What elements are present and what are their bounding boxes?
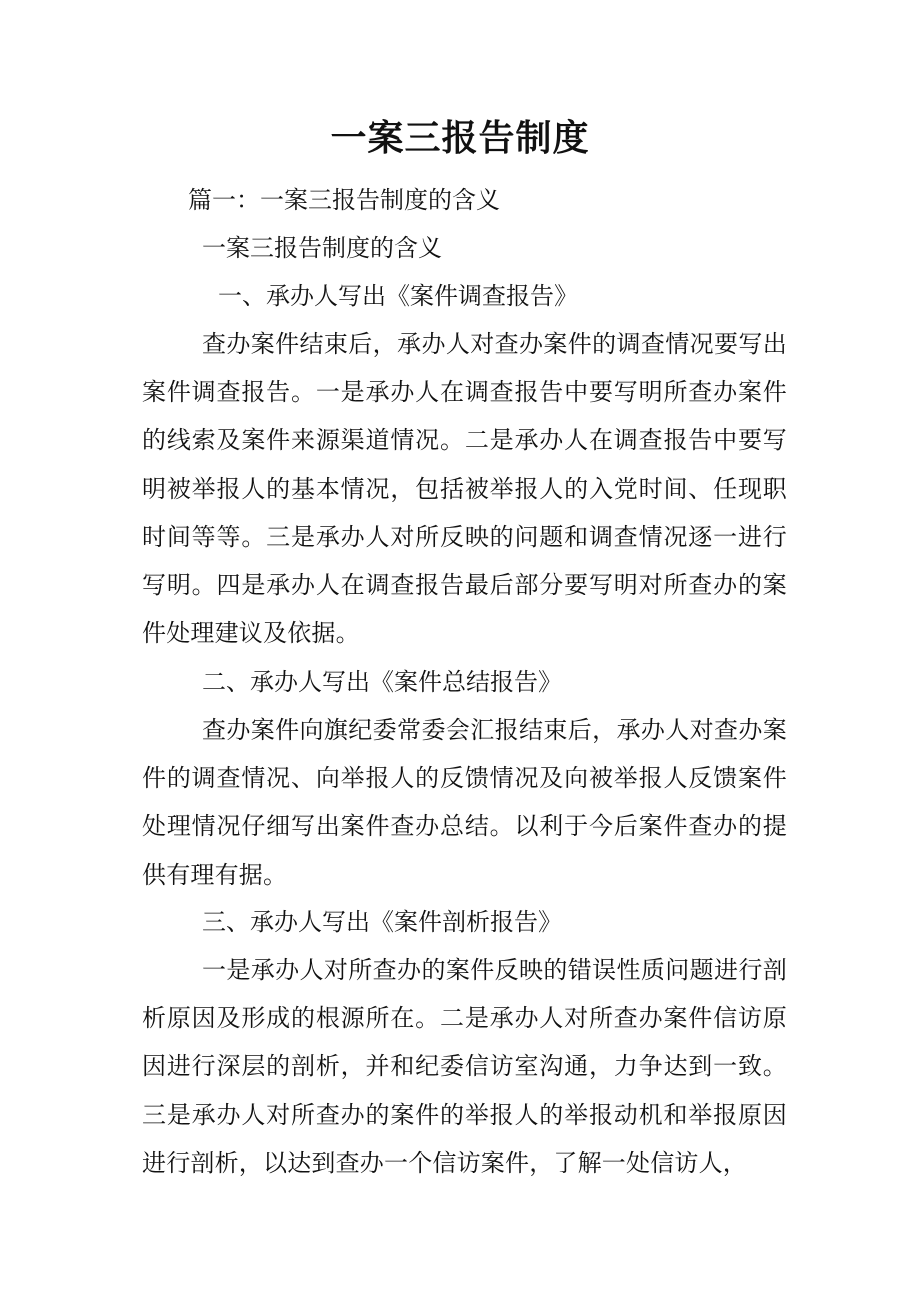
section-heading-1: 一、承办人写出《案件调查报告》 (218, 282, 578, 310)
section-heading-2: 二、承办人写出《案件总结报告》 (202, 668, 562, 696)
section-paragraph-3: 一是承办人对所查办的案件反映的错误性质问题进行剖析原因及形成的根源所在。二是承办人对所查办案件信访原因进行深层的剖析，并和纪委信访室沟通，力争达到一致。三是承办人对所查办的案件的举报人的举报动机和举报原因进行剖析，以达到查办一个信访案件，了解一处信访人， (142, 956, 787, 1177)
chapter-heading: 篇一：一案三报告制度的含义 (188, 186, 500, 214)
section-heading-3: 三、承办人写出《案件剖析报告》 (202, 908, 562, 936)
document-title: 一案三报告制度 (330, 117, 590, 159)
section-paragraph-2: 查办案件向旗纪委常委会汇报结束后，承办人对查办案件的调查情况、向举报人的反馈情况及向被举报人反馈案件处理情况仔细写出案件查办总结。以利于今后案件查办的提供有理有据。 (142, 716, 787, 889)
subtitle: 一案三报告制度的含义 (202, 234, 442, 262)
section-paragraph-1: 查办案件结束后，承办人对查办案件的调查情况要写出案件调查报告。一是承办人在调查报告中要写明所查办案件的线索及案件来源渠道情况。二是承办人在调查报告中要写明被举报人的基本情况，包括被举报人的入党时间、任现职时间等等。三是承办人对所反映的问题和调查情况逐一进行写明。四是承办人在调查报告最后部分要写明对所查办的案件处理建议及依据。 (142, 330, 787, 648)
